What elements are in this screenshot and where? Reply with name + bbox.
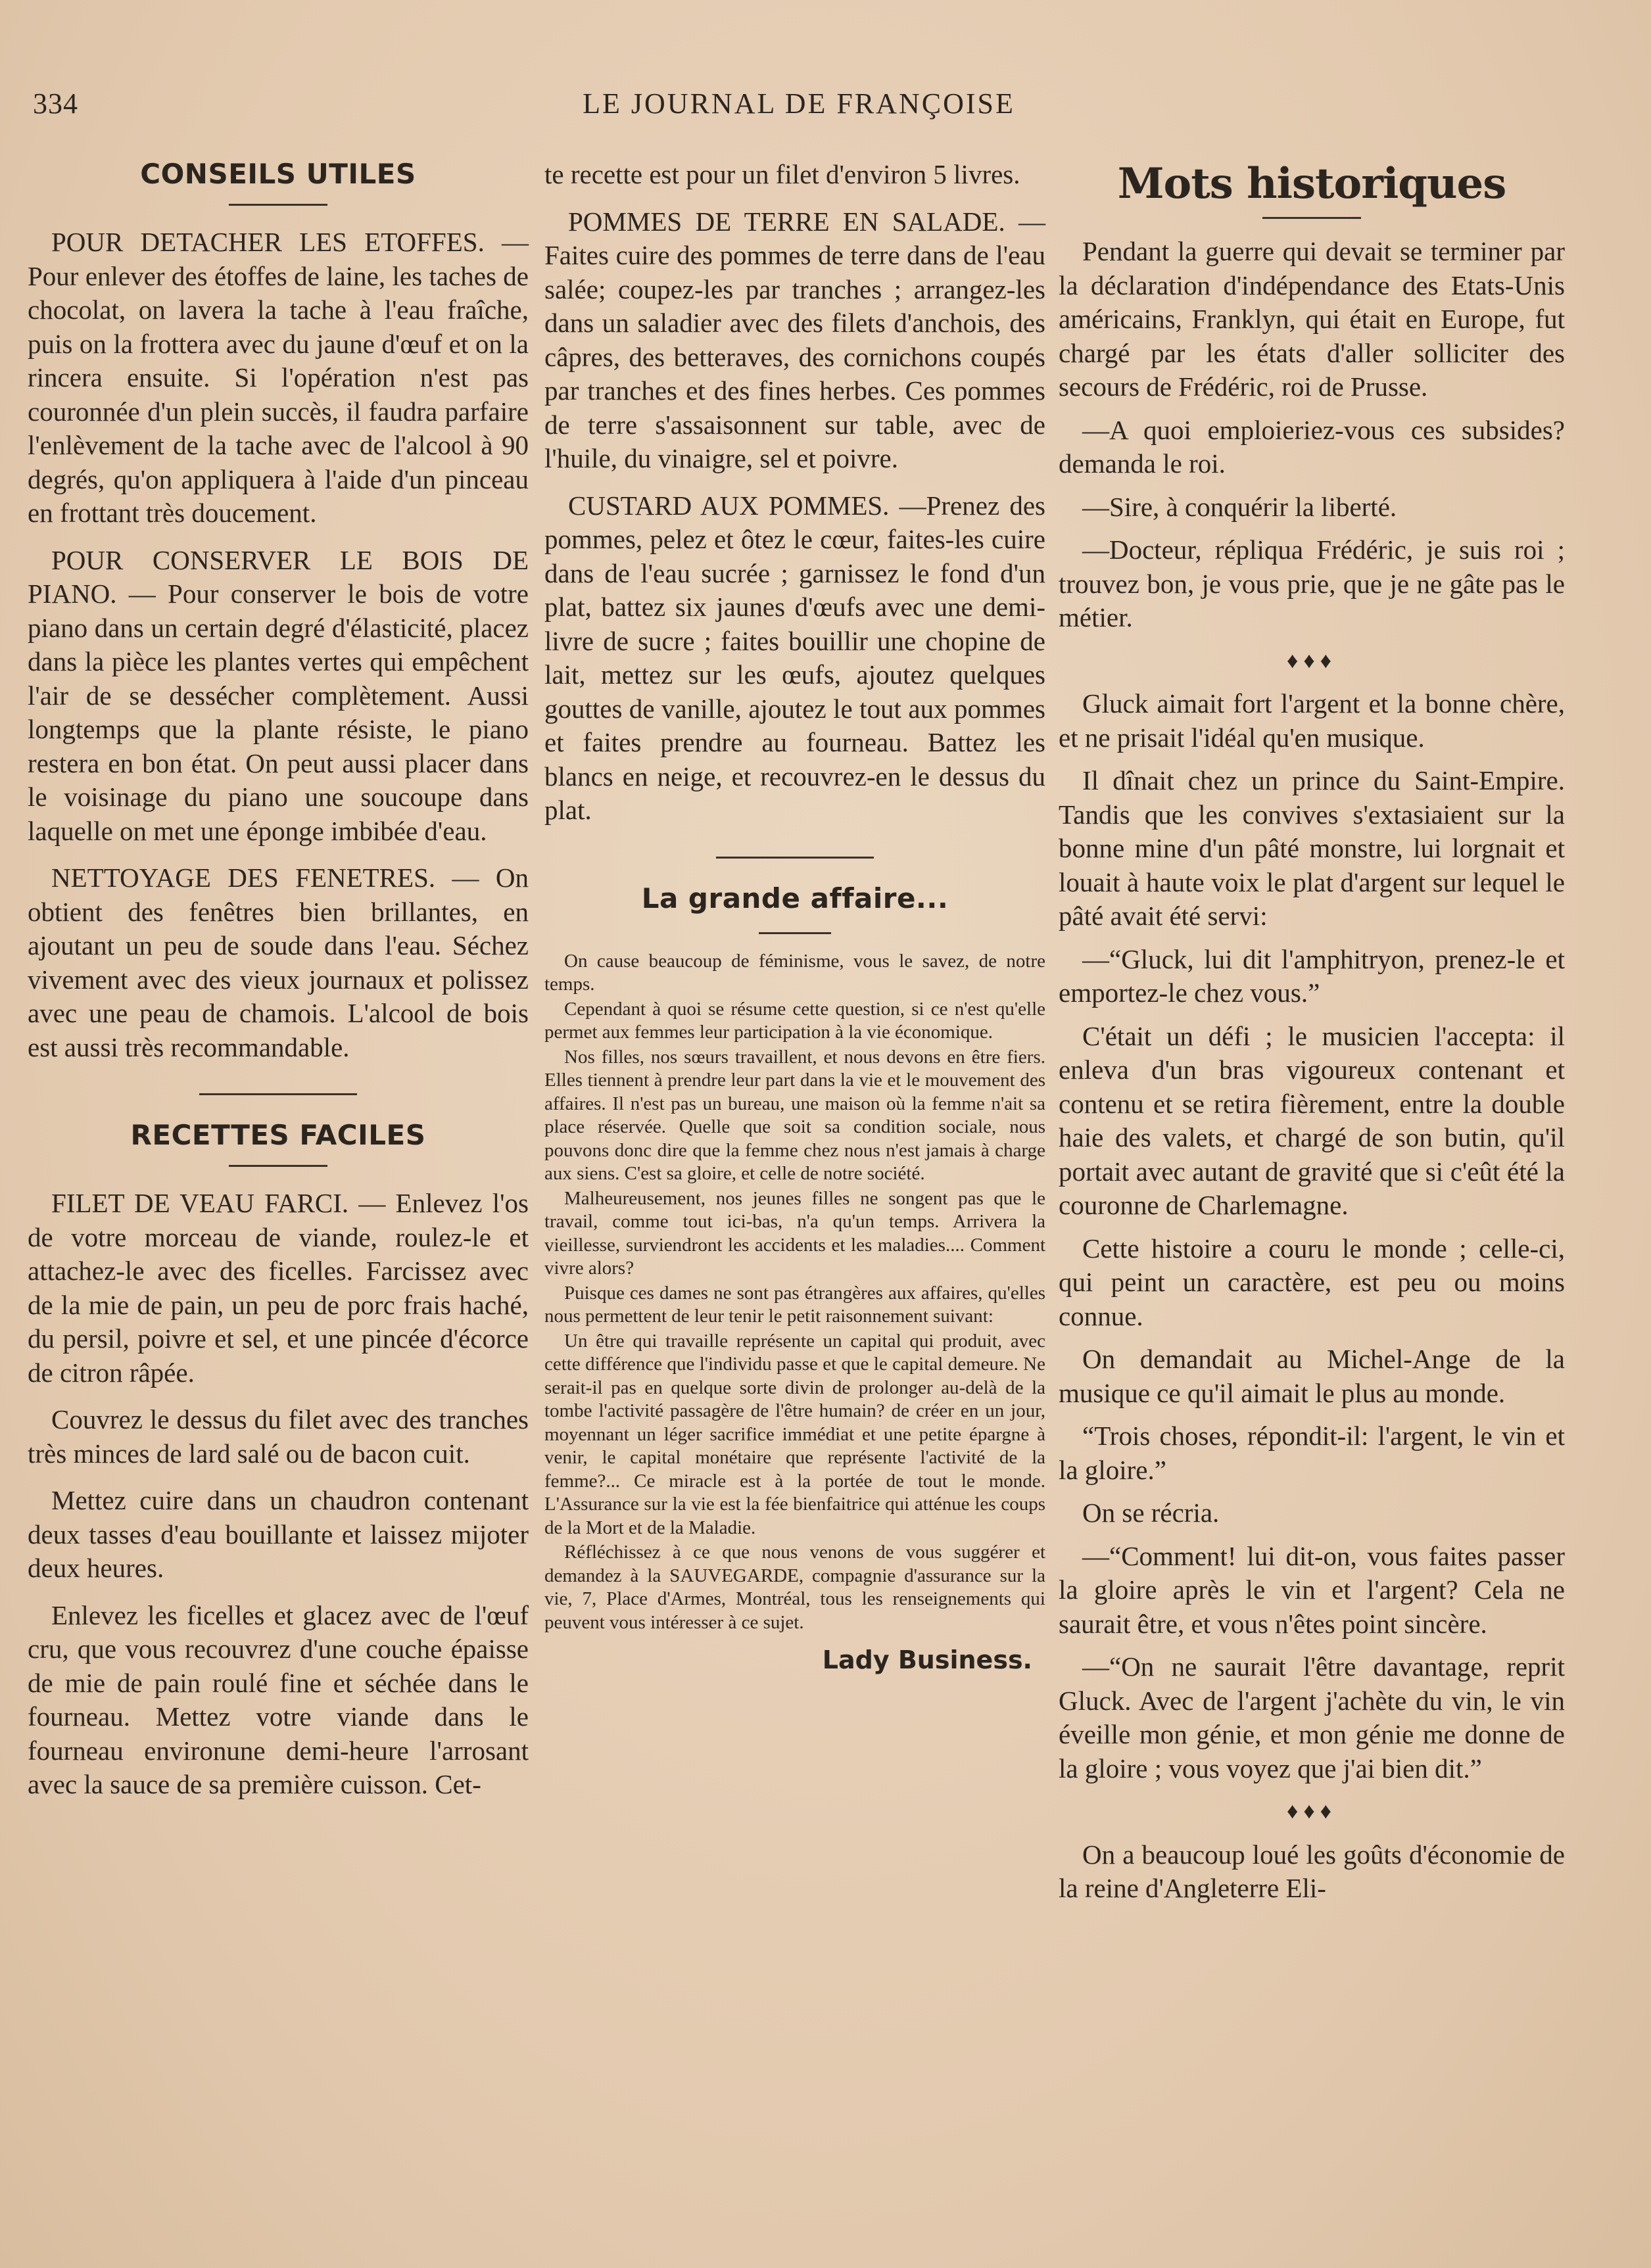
paragraph: Mettez cuire dans un chaudron contenant deux tasses d'eau bouillante et laissez mijoter deux heures. [28, 1485, 529, 1583]
paragraph: FILET DE VEAU FARCI. — Enlevez l'os de votre morceau de viande, roulez-le et attachez-le avec des ficelles. Farcissez avec de la mie de pain, un peu de porc frais haché, du persil, poivre et sel, et une pincée d'écorce de citron râpée. [28, 1188, 529, 1388]
paragraph: Il dînait chez un prince du Saint-Empire. Tandis que les convives s'extasiaient sur la bonne mine d'un pâté monstre, lui lorgnait et louait à haute voix le plat d'argent sur lequel le pâté avait été servi: [1059, 765, 1565, 931]
paragraph: C'était un défi ; le musicien l'accepta: il enleva d'un bras vigoureux contenant et contenu et se retira fièrement, entre la double haie des valets, et chargé de son butin, qu'il portait avec autant de gravité que si c'eût été la couronne de Charlemagne. [1059, 1020, 1565, 1220]
section-title-conseils: CONSEILS UTILES [140, 158, 416, 190]
paragraph: On demandait au Michel-Ange de la musique ce qu'il aimait le plus au monde. [1059, 1344, 1565, 1408]
paragraph: Enlevez les ficelles et glacez avec de l'œuf cru, que vous recouvrez d'une couche épaisse de mie de pain roulé fine et séchée dans le fourneau. Mettez votre viande dans le fourneau environune demi-heure l'arrosant avec la sauce de sa première cuisson. Cet- [28, 1599, 529, 1799]
column-middle [544, 158, 1045, 1678]
paragraph: —Docteur, répliqua Frédéric, je suis roi ; trouvez bon, je vous prie, que je ne gâte pas le métier. [1059, 534, 1565, 632]
article-signature: Lady Business. [822, 1645, 1032, 1674]
section-title-grande-affaire: La grande affaire... [641, 882, 949, 914]
column-right [1059, 158, 1565, 1915]
page-number: 334 [33, 87, 78, 120]
paragraph: te recette est pour un filet d'environ 5 livres. [544, 159, 1020, 189]
paragraph: —“Comment! lui dit-on, vous faites passer la gloire après le vin et l'argent? Cela ne saurait être, et vous n'êtes point sincère. [1059, 1540, 1565, 1639]
title-rule [1262, 217, 1361, 219]
title-rule [229, 1165, 327, 1167]
paragraph: Cependant à quoi se résume cette question, si ce n'est qu'elle permet aux femmes leur participation à la vie économique. [544, 998, 1045, 1043]
paragraph: On a beaucoup loué les goûts d'économie de la reine d'Angleterre Eli- [1059, 1839, 1565, 1903]
paragraph: On cause beaucoup de féminisme, vous le savez, de notre temps. [544, 950, 1045, 995]
article-grande-affaire [544, 950, 1045, 1635]
column-left [28, 158, 529, 1815]
paragraph: —“On ne saurait l'être davantage, reprit Gluck. Avec de l'argent j'achète du vin, le vin éveille mon génie, et mon génie me donne de la gloire ; vous voyez que j'ai bien dit.” [1059, 1651, 1565, 1784]
paragraph: Malheureusement, nos jeunes filles ne songent pas que le travail, comme tout ici-bas, n'a qu'un temps. Arrivera la vieillesse, surviendront les accidents et les maladies.... Comment vivre alors? [544, 1187, 1045, 1279]
paragraph: Couvrez le dessus du filet avec des tranches très minces de lard salé ou de bacon cuit. [28, 1404, 529, 1469]
paragraph: —Sire, à conquérir la liberté. [1082, 491, 1397, 522]
paragraph: Un être qui travaille représente un capital qui produit, avec cette différence que l'individu passe et que le capital demeure. Ne serait-il pas en quelque sorte divin de prolonger au-delà de la tombe l'activité passagère de l'être humain? de créer en un jour, moyennant un léger sacrifice immédiat et une petite épargne à venir, le capital monétaire que représente l'activité de la femme?... Ce miracle est à la portée de tout le monde. L'Assurance sur la vie est la fée bienfaitrice qui atténue les coups de la Mort et de la Maladie. [544, 1330, 1045, 1538]
paragraph: POMMES DE TERRE EN SALADE. — Faites cuire des pommes de terre dans de l'eau salée; coupez-les par tranches ; arrangez-les dans un saladier avec des filets d'anchois, des câpres, des betteraves, des cornichons coupés par tranches et des fines herbes. Ces pommes de terre s'assaisonnent sur table, avec de l'huile, du vinaigre, sel et poivre. [544, 206, 1045, 473]
title-rule [759, 932, 831, 934]
paragraph: —A quoi emploieriez-vous ces subsides? demanda le roi. [1059, 414, 1565, 479]
section-divider [716, 857, 874, 859]
ornament-divider: ♦♦♦ [1286, 648, 1337, 673]
section-title-recettes: RECETTES FACILES [130, 1119, 426, 1151]
paragraph: POUR DETACHER LES ETOFFES. — Pour enlever des étoffes de laine, les taches de chocolat, on lavera la tache à l'eau fraîche, puis on la frottera avec du jaune d'œuf et on la rincera ensuite. Si l'opération n'est pas couronnée d'un plein succès, il faudra parfaire l'enlèvement de la tache avec de l'alcool à 90 degrés, qu'on appliquera à l'aide d'un pinceau en frottant très doucement. [28, 227, 529, 528]
paragraph: Réfléchissez à ce que nous venons de vous suggérer et demandez à la SAUVEGARDE, compagnie d'assurance sur la vie, 7, Place d'Armes, Montréal, tous les renseignements qui peuvent vous intéresser à ce sujet. [544, 1542, 1045, 1633]
paragraph: Pendant la guerre qui devait se terminer par la déclaration d'indépendance des Etats-Unis américains, Franklyn, qui était en Europe, fut chargé par les états d'aller solliciter des secours de Frédéric, roi de Prusse. [1059, 236, 1565, 402]
paragraph: Cette histoire a couru le monde ; celle-ci, qui peint un caractère, est peu ou moins connue. [1059, 1233, 1565, 1331]
paragraph: Puisque ces dames ne sont pas étrangères aux affaires, qu'elles nous permettent de leur tenir le petit raisonnement suivant: [544, 1282, 1045, 1327]
section-title-mots-historiques: Mots historiques [1117, 159, 1506, 208]
paragraph: “Trois choses, répondit-il: l'argent, le vin et la gloire.” [1059, 1421, 1565, 1485]
paragraph: —“Gluck, lui dit l'amphitryon, prenez-le et emportez-le chez vous.” [1059, 943, 1565, 1008]
paragraph: On se récria. [1082, 1498, 1220, 1528]
journal-title: LE JOURNAL DE FRANÇOISE [583, 87, 1015, 120]
title-rule [229, 204, 327, 206]
paragraph: CUSTARD AUX POMMES. —Prenez des pommes, pelez et ôtez le cœur, faites-les cuire dans de l'eau sucrée ; garnissez le fond d'un plat, battez six jaunes d'œufs avec une demi-livre de sucre ; faites bouillir une chopine de lait, mettez sur les œufs, ajoutez quelques gouttes de vanille, ajoutez le tout aux pommes et faites prendre au fourneau. Battez les blancs en neige, et recouvrez-en le dessus du plat. [544, 490, 1045, 825]
paragraph: Gluck aimait fort l'argent et la bonne chère, et ne prisait l'idéal qu'en musique. [1059, 688, 1565, 753]
paragraph: POUR CONSERVER LE BOIS DE PIANO. — Pour conserver le bois de votre piano dans un certain degré d'élasticité, placez dans la pièce les plantes vertes qui empêchent l'air de se dessécher complètement. Aussi longtemps que la plante résiste, le piano restera en bon état. On peut aussi placer dans le voisinage du piano une soucoupe dans laquelle on met une éponge imbibée d'eau. [28, 544, 529, 846]
paragraph: Nos filles, nos sœurs travaillent, et nous devons en être fiers. Elles tiennent à prendre leur part dans la vie et le mouvement des affaires. Il n'est pas un bureau, une maison où la femme n'ait sa place réservée. Quelle que soit sa condition sociale, nous pouvons donc dire que la femme chez nous n'est jamais à charge aux siens. C'est sa gloire, et celle de notre société. [544, 1046, 1045, 1184]
page-header [33, 87, 1565, 133]
section-divider [199, 1093, 357, 1095]
paragraph: NETTOYAGE DES FENETRES. — On obtient des fenêtres bien brillantes, en ajoutant un peu de soude dans l'eau. Séchez vivement avec des vieux journaux et polissez avec une peau de chamois. L'alcool de bois est aussi très recommandable. [28, 862, 529, 1062]
ornament-divider: ♦♦♦ [1286, 1799, 1337, 1824]
